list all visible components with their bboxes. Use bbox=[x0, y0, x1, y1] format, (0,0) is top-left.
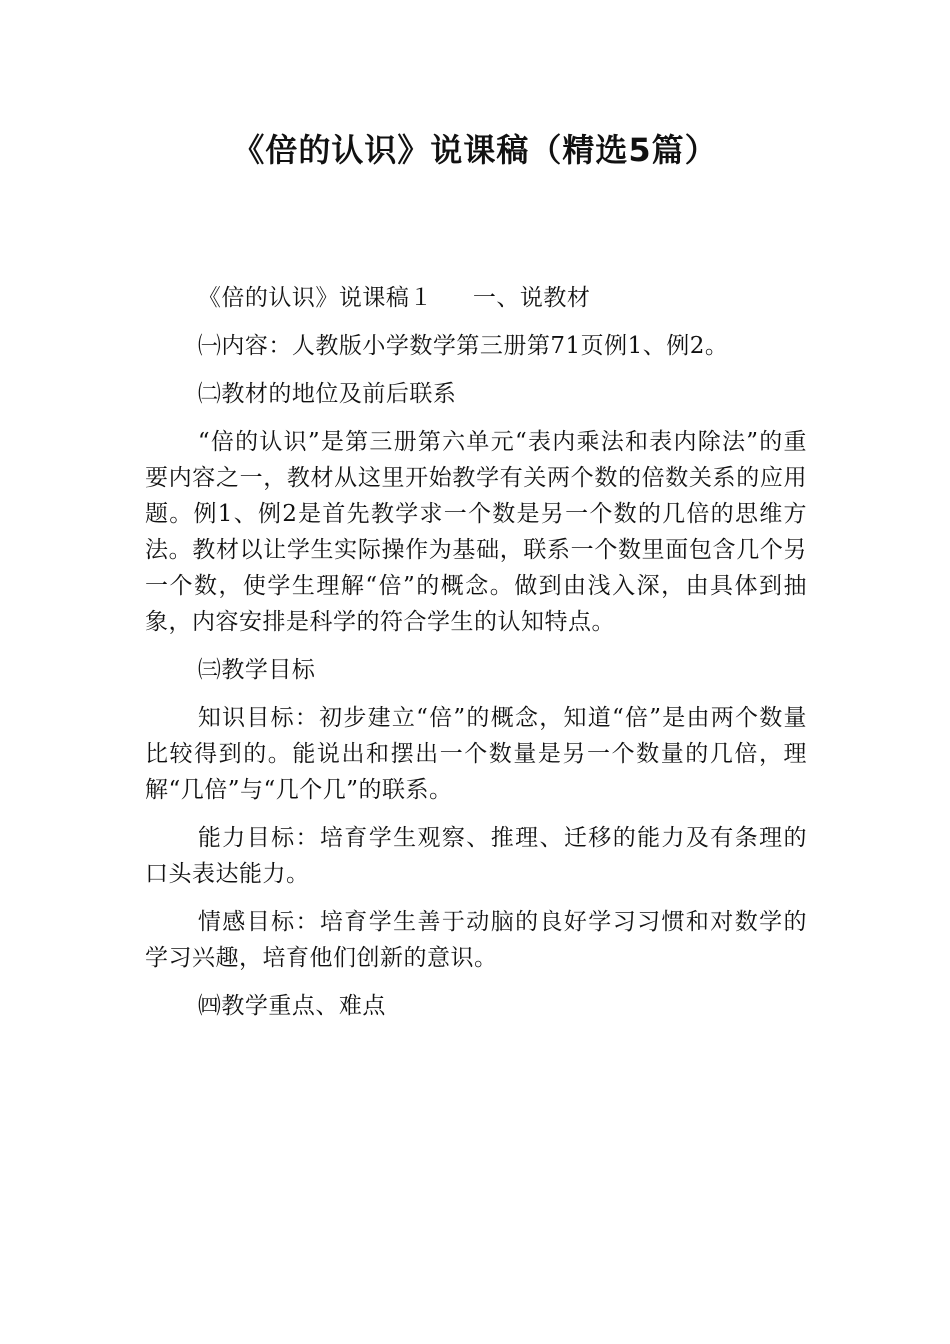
paragraph: ㈠内容：人教版小学数学第三册第71页例1、例2。 bbox=[197, 333, 729, 359]
document-title: 《倍的认识》说课稿（精选5篇） bbox=[232, 131, 718, 169]
lead-heading: 《倍的认识》说课稿１ bbox=[197, 285, 433, 311]
document-body bbox=[145, 280, 807, 1036]
paragraph: ㈢教学目标 bbox=[197, 657, 316, 683]
paragraph: 情感目标：培育学生善于动脑的良好学习习惯和对数学的学习兴趣，培育他们创新的意识。 bbox=[145, 909, 807, 971]
paragraph: 知识目标：初步建立“倍”的概念，知道“倍”是由两个数量比较得到的。能说出和摆出一个数量是另一个数量的几倍，理解“几倍”与“几个几”的联系。 bbox=[145, 705, 807, 803]
lead-line bbox=[145, 280, 807, 316]
paragraph: “倍的认识”是第三册第六单元“表内乘法和表内除法”的重要内容之一，教材从这里开始教学有关两个数的倍数关系的应用题。例1、例2是首先教学求一个数是另一个数的几倍的思维方法。教材以让学生实际操作为基础，联系一个数里面包含几个另一个数，使学生理解“倍”的概念。做到由浅入深，由具体到抽象，内容安排是科学的符合学生的认知特点。 bbox=[145, 429, 807, 635]
paragraph: ㈣教学重点、难点 bbox=[197, 993, 386, 1019]
section-heading: 一、说教材 bbox=[472, 285, 591, 311]
paragraph: ㈡教材的地位及前后联系 bbox=[197, 381, 457, 407]
paragraph: 能力目标：培育学生观察、推理、迁移的能力及有条理的口头表达能力。 bbox=[145, 825, 807, 887]
